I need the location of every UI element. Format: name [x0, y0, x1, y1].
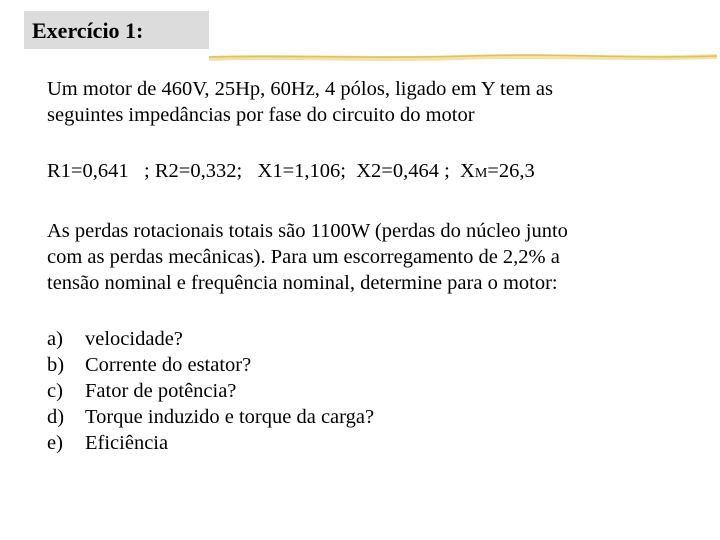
- param-r1: R1=0,641: [47, 160, 129, 182]
- item-letter: e): [47, 432, 63, 454]
- title-underline-rule: [209, 52, 717, 62]
- list-item: [47, 430, 697, 456]
- intro-line-1: Um motor de 460V, 25Hp, 60Hz, 4 pólos, ligado em Y tem as: [47, 78, 553, 100]
- losses-line-2: com as perdas mecânicas). Para um escorregamento de 2,2% a: [47, 246, 560, 268]
- param-xm: XM=26,3: [460, 160, 535, 182]
- param-x1: X1=1,106;: [257, 160, 346, 182]
- param-x2: X2=0,464 ;: [356, 160, 450, 182]
- param-r2: R2=0,332;: [154, 160, 243, 182]
- item-letter: b): [47, 354, 65, 376]
- item-letter: a): [47, 328, 63, 350]
- list-item: [47, 378, 697, 404]
- item-letter: d): [47, 406, 65, 428]
- slide-title: [24, 11, 209, 49]
- losses-line-1: As perdas rotacionais totais são 1100W (perdas do núcleo junto: [47, 220, 568, 242]
- item-text: Torque induzido e torque da carga?: [85, 406, 375, 428]
- list-item: [47, 404, 697, 430]
- slide-title-text: Exercício 1:: [32, 18, 144, 43]
- item-text: Eficiência: [85, 432, 169, 454]
- question-list: [47, 326, 697, 456]
- list-item: [47, 352, 697, 378]
- intro-paragraph: [47, 76, 697, 128]
- item-text: Fator de potência?: [85, 380, 237, 402]
- losses-line-3: tensão nominal e frequência nominal, determine para o motor:: [47, 272, 558, 294]
- item-letter: c): [47, 380, 63, 402]
- intro-line-2: seguintes impedâncias por fase do circuito do motor: [47, 104, 475, 126]
- exercise-content: [47, 76, 697, 456]
- list-item: [47, 326, 697, 352]
- losses-paragraph: [47, 218, 697, 296]
- item-text: velocidade?: [85, 328, 183, 350]
- item-text: Corrente do estator?: [85, 354, 252, 376]
- impedance-parameters: R1=0,641 ; R2=0,332; X1=1,106; X2=0,464 ; XM=26,3: [47, 160, 535, 182]
